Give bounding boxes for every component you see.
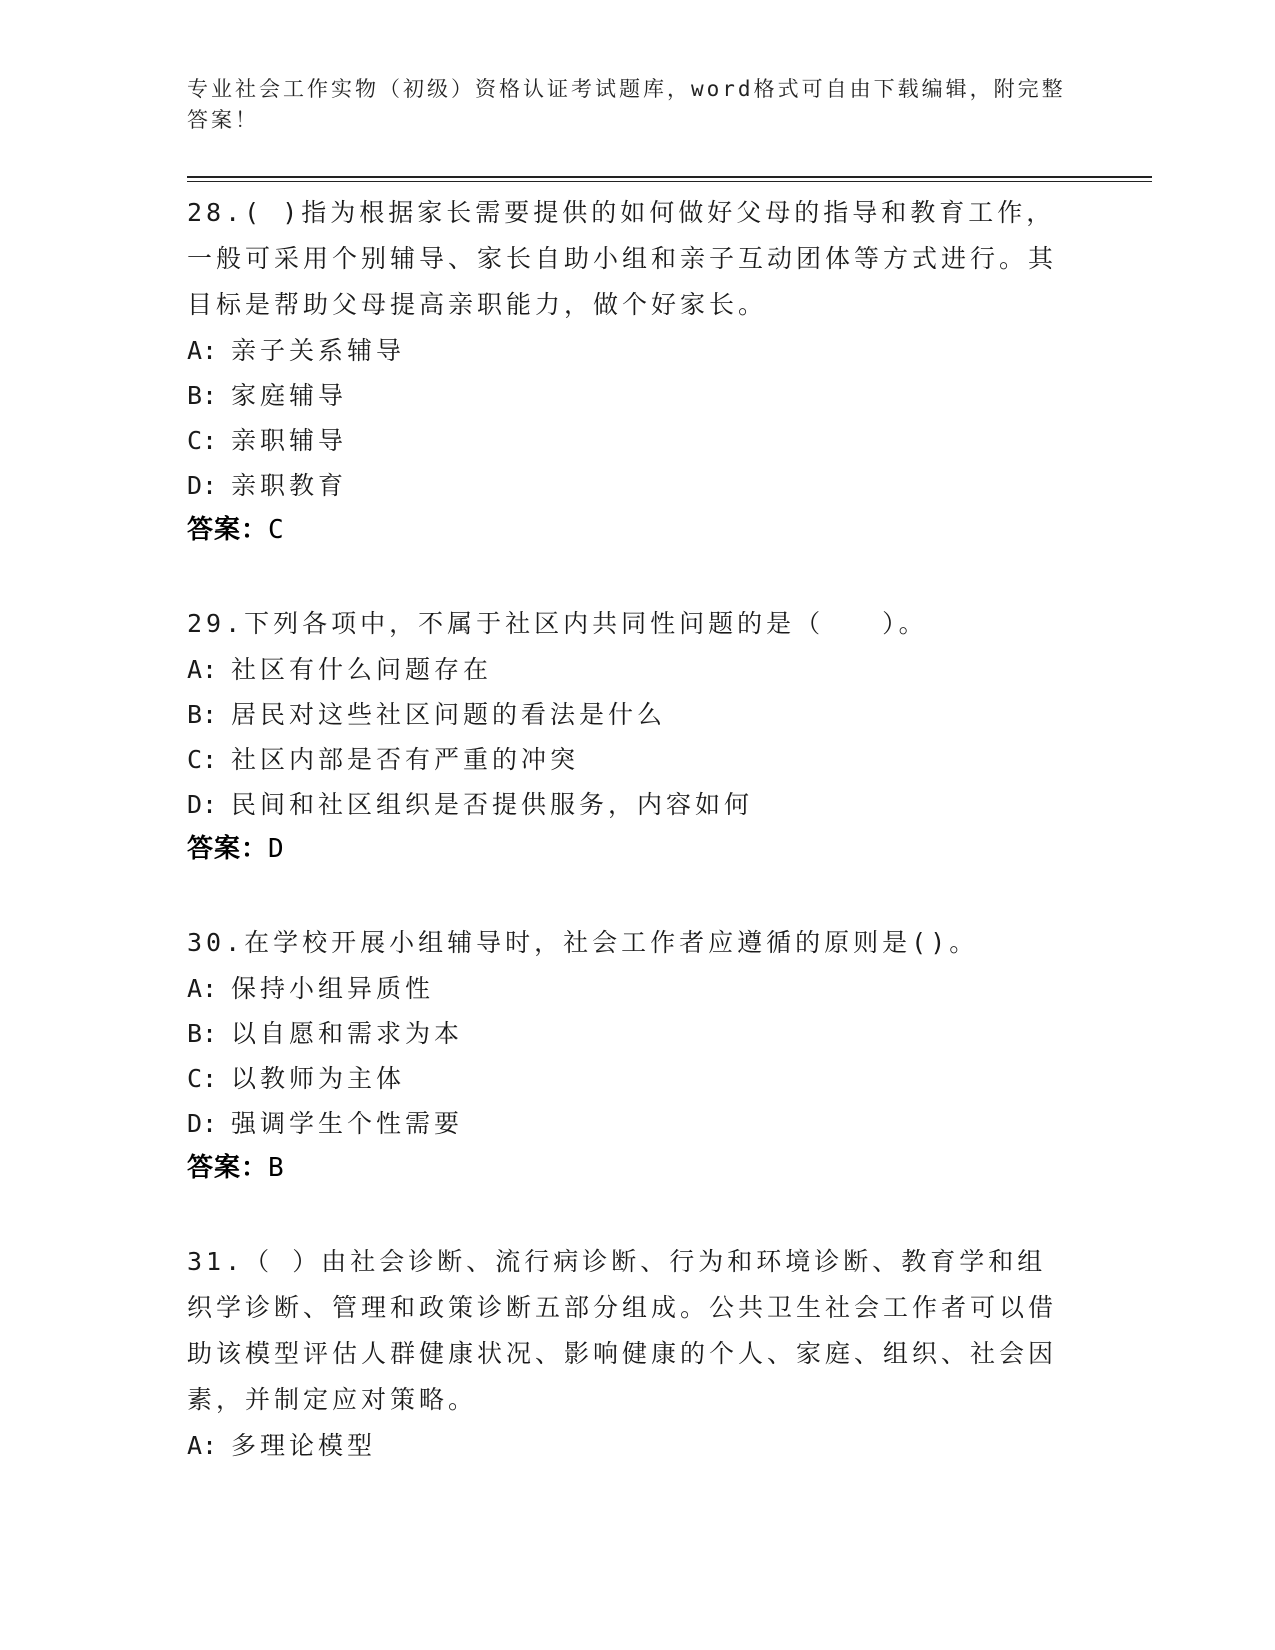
option-b [187,1011,1067,1056]
page-header [187,74,1067,136]
answer-label: 答案： [187,515,269,545]
question-stem: 29.下列各项中，不属于社区内共同性问题的是（ ）。 [187,609,928,638]
option-text: 多理论模型 [231,1431,377,1460]
option-label: A: [187,655,218,684]
question-stem: 30.在学校开展小组辅导时，社会工作者应遵循的原则是()。 [187,928,979,957]
option-d [187,1101,1067,1146]
option-a [187,966,1067,1011]
option-c [187,737,1067,782]
option-label: D: [187,471,218,500]
option-text: 民间和社区组织是否提供服务，内容如何 [231,790,754,819]
option-text: 强调学生个性需要 [231,1109,464,1138]
answer-value: B [268,1153,285,1183]
option-label: B: [187,381,218,410]
answer-label: 答案： [187,1153,269,1183]
option-text: 社区内部是否有严重的冲突 [231,745,580,774]
option-text: 亲职教育 [231,471,348,500]
option-label: D: [187,1109,218,1138]
answer-value: C [268,515,285,545]
question-29 [187,601,1067,872]
option-label: C: [187,426,218,455]
question-28 [187,190,1067,553]
option-label: D: [187,790,218,819]
header-text: 专业社会工作实物（初级）资格认证考试题库，word格式可自由下载编辑，附完整答案！ [187,77,1066,132]
question-stem: 28.( )指为根据家长需要提供的如何做好父母的指导和教育工作，一般可采用个别辅导、家长自助小组和亲子互动团体等方式进行。其目标是帮助父母提高亲职能力，做个好家长。 [187,198,1058,319]
question-31 [187,1239,1067,1468]
option-label: B: [187,1019,218,1048]
answer-line [187,1146,1067,1191]
answer-line [187,827,1067,872]
answer-label: 答案： [187,834,269,864]
option-text: 亲子关系辅导 [231,336,406,365]
option-a [187,328,1067,373]
option-d [187,782,1067,827]
option-text: 保持小组异质性 [231,974,435,1003]
option-label: A: [187,1431,218,1460]
option-label: B: [187,700,218,729]
option-text: 亲职辅导 [231,426,348,455]
header-divider-thin [187,181,1152,182]
option-text: 居民对这些社区问题的看法是什么 [231,700,667,729]
option-label: C: [187,1064,218,1093]
answer-line [187,508,1067,553]
option-b [187,692,1067,737]
option-text: 以教师为主体 [231,1064,406,1093]
option-text: 社区有什么问题存在 [231,655,493,684]
question-30 [187,920,1067,1191]
option-b [187,373,1067,418]
option-label: C: [187,745,218,774]
answer-value: D [268,834,285,864]
option-c [187,418,1067,463]
question-stem: 31.（ ）由社会诊断、流行病诊断、行为和环境诊断、教育学和组织学诊断、管理和政策诊断五部分组成。公共卫生社会工作者可以借助该模型评估人群健康状况、影响健康的个人、家庭、组织、社会因素，并制定应对策略。 [187,1247,1058,1414]
option-label: A: [187,974,218,1003]
option-a [187,647,1067,692]
header-divider-thick [187,176,1152,178]
option-d [187,463,1067,508]
option-label: A: [187,336,218,365]
option-text: 家庭辅导 [231,381,348,410]
option-a [187,1423,1067,1468]
question-list [187,190,1067,1516]
option-c [187,1056,1067,1101]
option-text: 以自愿和需求为本 [231,1019,464,1048]
